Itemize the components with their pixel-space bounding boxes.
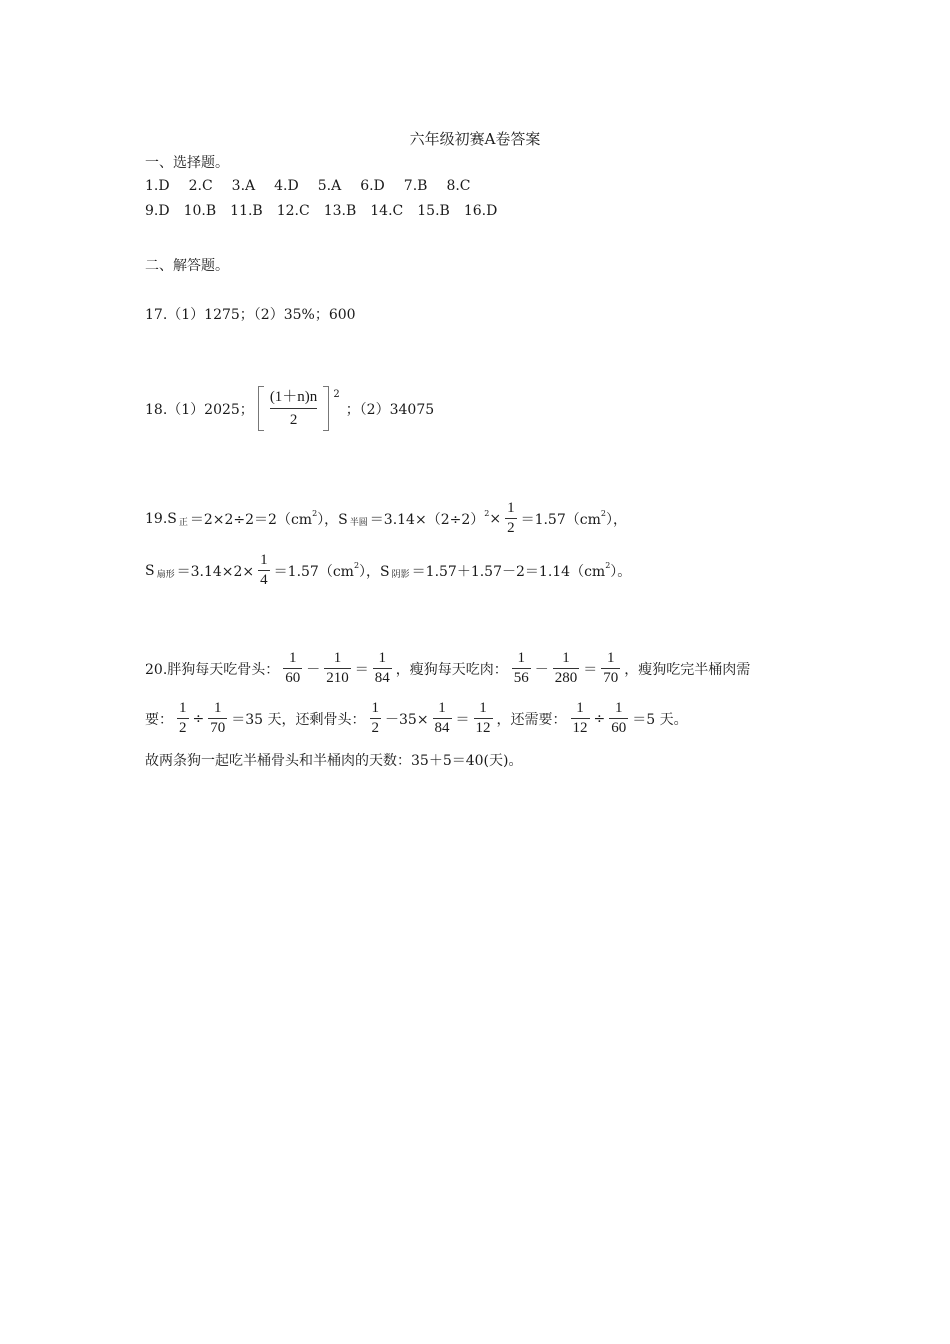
q20-text: ，瘦狗吃完半桶肉需 bbox=[624, 661, 751, 678]
q19-superscript: 2 bbox=[484, 509, 490, 519]
answer-item: 1.D bbox=[145, 178, 170, 194]
q19-text: ）， bbox=[605, 511, 627, 528]
q20-text: ＝5 天。 bbox=[632, 711, 688, 728]
answer-item: 7.B bbox=[403, 178, 428, 194]
q19-superscript: 2 bbox=[312, 509, 318, 519]
answers-row-2 bbox=[145, 203, 511, 219]
q19-text: ＝1.57（cm bbox=[273, 563, 354, 580]
q19-text: ＝2×2÷2＝2（cm bbox=[189, 511, 313, 528]
q20-operator: ＝ bbox=[583, 661, 598, 678]
q19-text: 19.S bbox=[145, 510, 177, 527]
q20-fraction: $\frac{1}{2}$ bbox=[179, 700, 187, 737]
q19-fraction: $\frac{1}{4}$ bbox=[260, 552, 268, 589]
q20-fraction: $\frac{1}{210}$ bbox=[326, 650, 349, 687]
q19-text: ＝3.14×2× bbox=[176, 563, 255, 580]
q18-bracket-formula bbox=[258, 386, 330, 431]
q19-line-1 bbox=[145, 500, 627, 538]
q19-text: × bbox=[489, 510, 502, 527]
answer-item: 12.C bbox=[276, 203, 310, 219]
answer-item: 6.D bbox=[360, 178, 385, 194]
q19-superscript: 2 bbox=[600, 509, 606, 519]
q20-fraction: $\frac{1}{70}$ bbox=[603, 650, 619, 687]
q19-subscript: 扇形 bbox=[156, 570, 175, 581]
q19-superscript: 2 bbox=[605, 561, 611, 571]
answer-item: 2.C bbox=[188, 178, 213, 194]
q20-operator: ＝ bbox=[455, 711, 470, 728]
answer-item: 5.A bbox=[317, 178, 342, 194]
answer-item: 9.D bbox=[145, 203, 170, 219]
q19-text: ）。 bbox=[610, 563, 632, 580]
q17-answer: 17.（1）1275；（2）35%；600 bbox=[145, 307, 356, 323]
q19-text: ），S bbox=[317, 511, 348, 528]
q20-text: ，还需要： bbox=[496, 711, 567, 728]
q20-fraction: $\frac{1}{60}$ bbox=[611, 700, 627, 737]
q20-fraction: $\frac{1}{2}$ bbox=[371, 700, 379, 737]
section-heading-choice: 一、选择题。 bbox=[145, 155, 229, 171]
q20-operator: － bbox=[306, 661, 321, 678]
q20-line-2 bbox=[145, 700, 688, 738]
q20-fraction: $\frac{1}{84}$ bbox=[374, 650, 390, 687]
answer-item: 14.C bbox=[370, 203, 404, 219]
answer-item: 15.B bbox=[417, 203, 450, 219]
page-title: 六年级初赛A卷答案 bbox=[409, 130, 541, 148]
q18-answer bbox=[145, 386, 434, 431]
q20-operator: ÷ bbox=[192, 710, 205, 727]
q20-fraction: $\frac{1}{70}$ bbox=[210, 700, 226, 737]
q20-text: －35× bbox=[385, 711, 429, 728]
q20-fraction: $\frac{1}{60}$ bbox=[285, 650, 301, 687]
answer-item: 10.B bbox=[183, 203, 217, 219]
answer-item: 13.B bbox=[323, 203, 357, 219]
q20-fraction: $\frac{1}{12}$ bbox=[475, 700, 491, 737]
q19-fraction: $\frac{1}{2}$ bbox=[507, 500, 515, 537]
q19-text: ＝1.57＋1.57－2＝1.14（cm bbox=[411, 563, 606, 580]
q19-text: S bbox=[145, 562, 155, 579]
q19-text: ＝3.14×（2÷2） bbox=[369, 511, 485, 528]
q19-subscript: 正 bbox=[178, 518, 188, 529]
q19-subscript: 阴影 bbox=[391, 570, 410, 581]
q18-prefix: 18.（1）2025； bbox=[145, 401, 254, 418]
q20-fraction: $\frac{1}{12}$ bbox=[572, 700, 588, 737]
q19-superscript: 2 bbox=[353, 561, 360, 571]
answer-item: 4.D bbox=[274, 178, 299, 194]
answer-item: 16.D bbox=[463, 203, 498, 219]
q20-fraction: $\frac{1}{84}$ bbox=[434, 700, 450, 737]
q18-formula-denominator: 2 bbox=[289, 412, 298, 428]
q20-line-1 bbox=[145, 650, 750, 688]
q20-line-3: 故两条狗一起吃半桶骨头和半桶肉的天数：35＋5＝40(天)。 bbox=[145, 753, 523, 769]
answer-item: 11.B bbox=[230, 203, 263, 219]
q18-exponent: 2 bbox=[333, 389, 340, 400]
q20-text: ＝35 天，还剩骨头： bbox=[231, 711, 366, 728]
q20-text: ，瘦狗每天吃肉： bbox=[395, 661, 508, 678]
q20-operator: ＝ bbox=[354, 661, 369, 678]
q20-operator: － bbox=[534, 661, 549, 678]
q18-suffix: ；（2）34075 bbox=[345, 401, 435, 418]
q20-fraction: $\frac{1}{280}$ bbox=[554, 650, 578, 687]
q19-text: ＝1.57（cm bbox=[520, 511, 601, 528]
q20-text: 20.胖狗每天吃骨头： bbox=[145, 661, 280, 678]
q18-formula-numerator: (1＋n)n bbox=[269, 389, 318, 405]
answer-item: 3.A bbox=[231, 178, 256, 194]
q19-text: ），S bbox=[359, 563, 390, 580]
q20-fraction: $\frac{1}{56}$ bbox=[513, 650, 529, 687]
q19-line-2 bbox=[145, 552, 631, 590]
q20-operator: ÷ bbox=[593, 710, 606, 727]
answer-item: 8.C bbox=[446, 178, 471, 194]
answers-row-1 bbox=[145, 178, 490, 194]
section-heading-solutions: 二、解答题。 bbox=[145, 258, 229, 274]
q19-subscript: 半圆 bbox=[349, 518, 368, 529]
q20-text: 要： bbox=[145, 711, 173, 728]
